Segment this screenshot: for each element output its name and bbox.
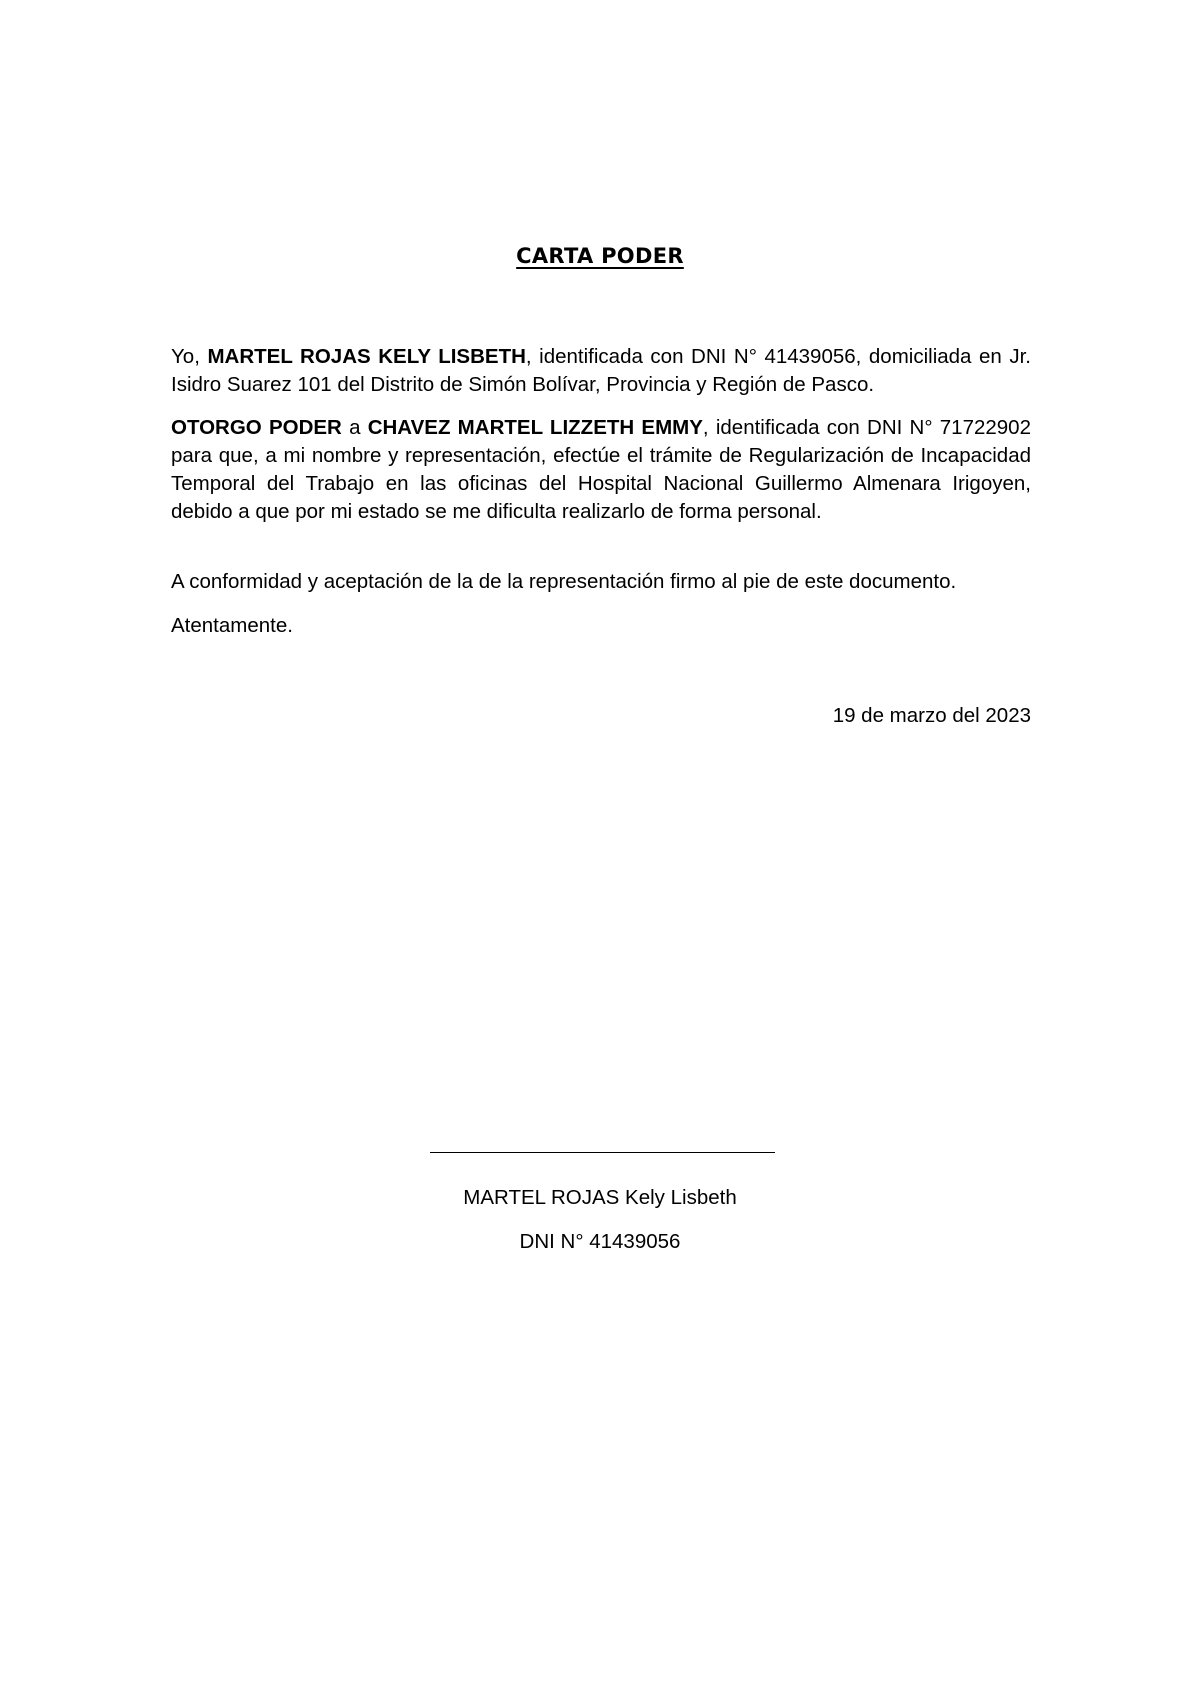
paragraph-grantor-rest: , identificada con DNI N° 41439056, domiciliada en Jr. Isidro Suarez 101 del Distrito de Simón Bolívar, Provincia y Región de Pasco.	[171, 345, 1031, 396]
signatory-name: MARTEL ROJAS Kely Lisbeth	[463, 1186, 737, 1209]
signature-line	[430, 1152, 775, 1153]
closing-text: Atentamente.	[171, 614, 293, 637]
grantor-name: MARTEL ROJAS KELY LISBETH	[207, 345, 526, 368]
paragraph-power-rest: , identificada con DNI N° 71722902 para que, a mi nombre y representación, efectúe el trámite de Regularización de Incapacidad Temporal del Trabajo en las oficinas del Hospital Nacional Guillermo Almenara Irigoyen, debido a que por mi estado se me dificulta realizarlo de forma personal.	[171, 416, 1031, 523]
grantee-name: CHAVEZ MARTEL LIZZETH EMMY	[367, 416, 703, 439]
paragraph-grantor	[171, 343, 1031, 399]
document-title: CARTA PODER	[516, 244, 684, 268]
paragraph-power-granted	[171, 414, 1031, 526]
document-date: 19 de marzo del 2023	[832, 704, 1031, 727]
paragraph-conformity: A conformidad y aceptación de la de la representación firmo al pie de este documento.	[171, 570, 957, 593]
grant-connector: a	[341, 416, 368, 439]
paragraph-grantor-prefix: Yo,	[171, 345, 208, 368]
signatory-dni: DNI N° 41439056	[519, 1230, 681, 1253]
grant-lead: OTORGO PODER	[171, 416, 342, 439]
